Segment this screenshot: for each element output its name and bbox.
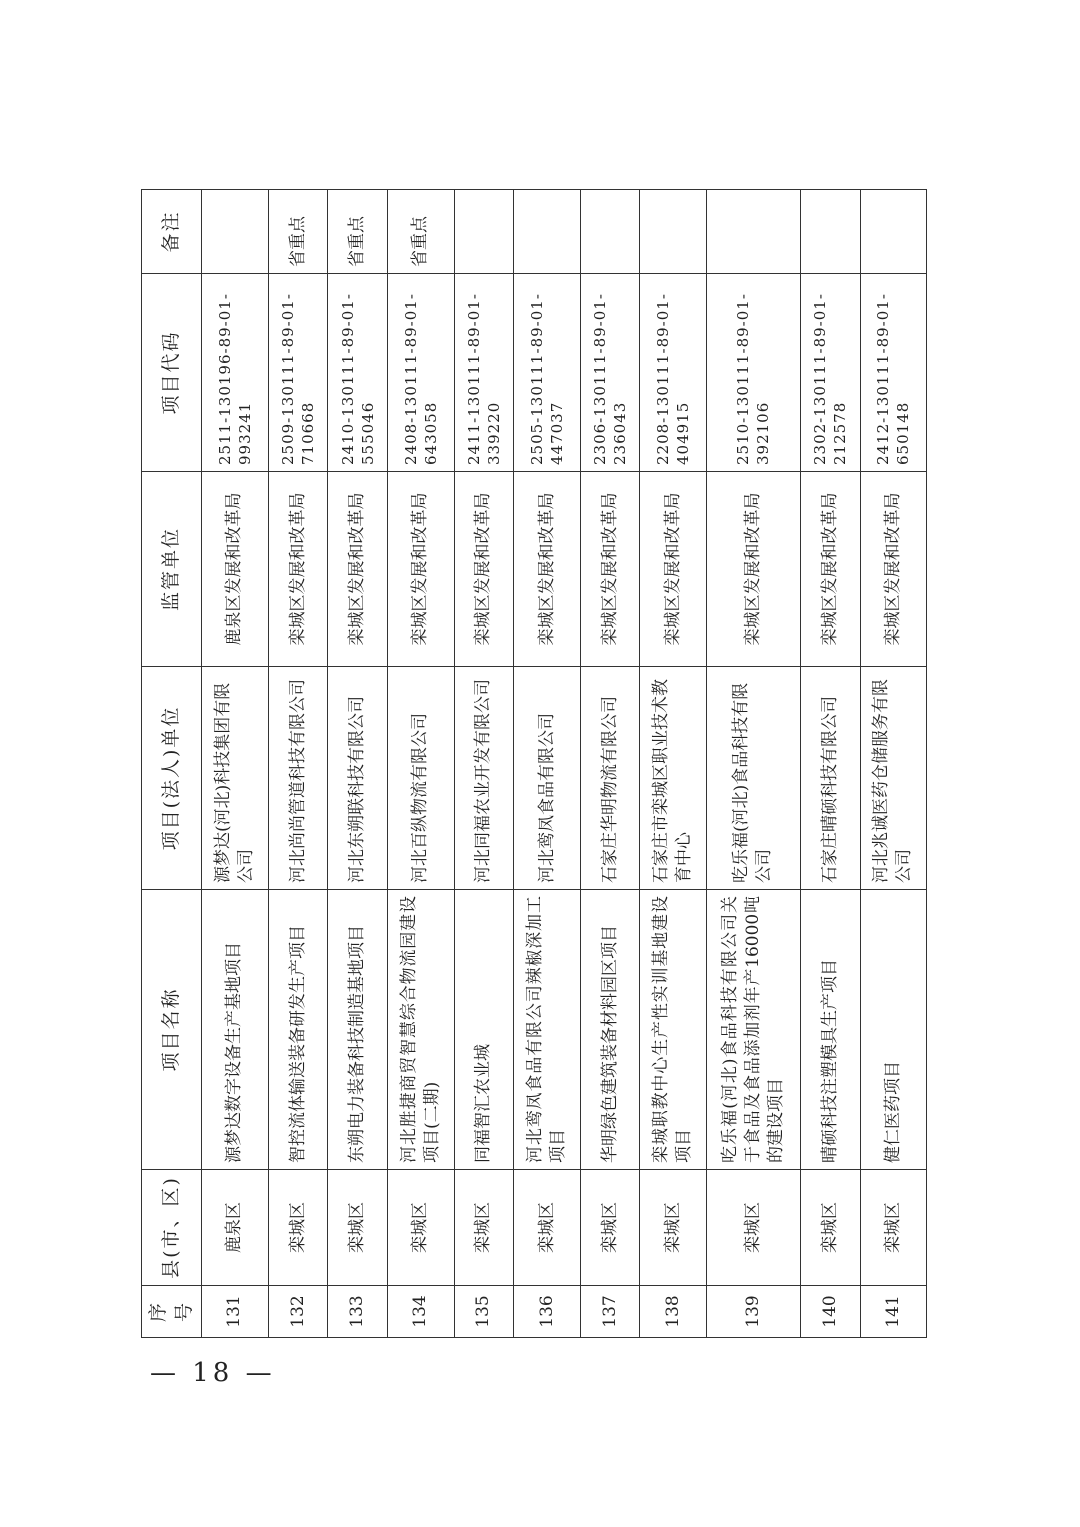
cell-project-name: 健仁医药项目 <box>860 890 926 1170</box>
cell-code: 2306-130111-89-01-236043 <box>580 274 640 472</box>
header-project-name: 项目名称 <box>142 890 202 1170</box>
cell-project-name: 吃乐福(河北)食品科技有限公司关于食品及食品添加剂年产16000吨的建设项目 <box>706 890 800 1170</box>
cell-seq: 136 <box>514 1286 580 1338</box>
cell-project-name: 晴硕科技注塑模具生产项目 <box>800 890 860 1170</box>
cell-project-name: 河北胜捷商贸智慧综合物流园建设项目(二期) <box>388 890 454 1170</box>
cell-regulator: 鹿泉区发展和改革局 <box>202 472 268 667</box>
table-row <box>388 190 454 1338</box>
project-table <box>141 189 927 1338</box>
cell-seq: 131 <box>202 1286 268 1338</box>
cell-county: 栾城区 <box>454 1170 514 1286</box>
cell-note <box>580 190 640 274</box>
table-row <box>860 190 926 1338</box>
cell-note: 省重点 <box>388 190 454 274</box>
cell-project-name: 东朔电力装备科技制造基地项目 <box>328 890 388 1170</box>
cell-regulator: 栾城区发展和改革局 <box>706 472 800 667</box>
cell-code: 2410-130111-89-01-555046 <box>328 274 388 472</box>
cell-project-name: 智控流体输送装备研发生产项目 <box>268 890 328 1170</box>
cell-entity: 石家庄市栾城区职业技术教育中心 <box>640 667 706 890</box>
cell-seq: 139 <box>706 1286 800 1338</box>
table-row <box>268 190 328 1338</box>
cell-project-name: 华明绿色建筑装备材料园区项目 <box>580 890 640 1170</box>
cell-code: 2509-130111-89-01-710668 <box>268 274 328 472</box>
cell-seq: 141 <box>860 1286 926 1338</box>
cell-seq: 133 <box>328 1286 388 1338</box>
cell-code: 2411-130111-89-01-339220 <box>454 274 514 472</box>
table-row <box>580 190 640 1338</box>
cell-entity: 河北尚尚管道科技有限公司 <box>268 667 328 890</box>
cell-seq: 134 <box>388 1286 454 1338</box>
cell-regulator: 栾城区发展和改革局 <box>514 472 580 667</box>
cell-county: 栾城区 <box>706 1170 800 1286</box>
cell-county: 鹿泉区 <box>202 1170 268 1286</box>
cell-code: 2302-130111-89-01-212578 <box>800 274 860 472</box>
cell-seq: 137 <box>580 1286 640 1338</box>
table-header-row <box>142 190 202 1338</box>
cell-entity: 石家庄华明物流有限公司 <box>580 667 640 890</box>
cell-entity: 河北东朔联科技有限公司 <box>328 667 388 890</box>
cell-note <box>454 190 514 274</box>
cell-entity: 河北兆诚医药仓储服务有限公司 <box>860 667 926 890</box>
cell-note: 省重点 <box>328 190 388 274</box>
table-row <box>640 190 706 1338</box>
cell-entity: 源梦达(河北)科技集团有限公司 <box>202 667 268 890</box>
header-seq: 序号 <box>142 1286 202 1338</box>
cell-code: 2412-130111-89-01-650148 <box>860 274 926 472</box>
cell-county: 栾城区 <box>860 1170 926 1286</box>
table-row <box>202 190 268 1338</box>
cell-regulator: 栾城区发展和改革局 <box>268 472 328 667</box>
cell-code: 2408-130111-89-01-643058 <box>388 274 454 472</box>
cell-entity: 河北百纵物流有限公司 <box>388 667 454 890</box>
cell-entity: 石家庄晴硕科技有限公司 <box>800 667 860 890</box>
cell-note <box>800 190 860 274</box>
cell-county: 栾城区 <box>800 1170 860 1286</box>
cell-entity: 河北同福农业开发有限公司 <box>454 667 514 890</box>
table-row <box>800 190 860 1338</box>
cell-seq: 140 <box>800 1286 860 1338</box>
cell-entity: 吃乐福(河北)食品科技有限公司 <box>706 667 800 890</box>
cell-project-name: 河北鸾凤食品有限公司辣椒深加工项目 <box>514 890 580 1170</box>
header-note: 备注 <box>142 190 202 274</box>
cell-county: 栾城区 <box>268 1170 328 1286</box>
header-entity: 项目(法人)单位 <box>142 667 202 890</box>
cell-regulator: 栾城区发展和改革局 <box>860 472 926 667</box>
cell-note <box>514 190 580 274</box>
table-row <box>328 190 388 1338</box>
header-county: 县(市、区) <box>142 1170 202 1286</box>
cell-code: 2511-130196-89-01-993241 <box>202 274 268 472</box>
cell-regulator: 栾城区发展和改革局 <box>640 472 706 667</box>
cell-regulator: 栾城区发展和改革局 <box>800 472 860 667</box>
cell-code: 2505-130111-89-01-447037 <box>514 274 580 472</box>
cell-county: 栾城区 <box>388 1170 454 1286</box>
header-code: 项目代码 <box>142 274 202 472</box>
cell-seq: 138 <box>640 1286 706 1338</box>
page-number: — 18 — <box>150 1358 276 1388</box>
cell-note <box>202 190 268 274</box>
cell-seq: 135 <box>454 1286 514 1338</box>
cell-seq: 132 <box>268 1286 328 1338</box>
cell-project-name: 栾城职教中心生产性实训基地建设项目 <box>640 890 706 1170</box>
cell-county: 栾城区 <box>640 1170 706 1286</box>
cell-regulator: 栾城区发展和改革局 <box>328 472 388 667</box>
project-table-rotated <box>141 190 927 1338</box>
header-regulator: 监管单位 <box>142 472 202 667</box>
cell-county: 栾城区 <box>580 1170 640 1286</box>
cell-regulator: 栾城区发展和改革局 <box>454 472 514 667</box>
cell-code: 2510-130111-89-01-392106 <box>706 274 800 472</box>
table-row <box>514 190 580 1338</box>
table-row <box>454 190 514 1338</box>
cell-regulator: 栾城区发展和改革局 <box>388 472 454 667</box>
cell-entity: 河北鸾凤食品有限公司 <box>514 667 580 890</box>
table-row <box>706 190 800 1338</box>
cell-code: 2208-130111-89-01-404915 <box>640 274 706 472</box>
cell-regulator: 栾城区发展和改革局 <box>580 472 640 667</box>
cell-county: 栾城区 <box>328 1170 388 1286</box>
cell-county: 栾城区 <box>514 1170 580 1286</box>
cell-project-name: 同福智汇农业城 <box>454 890 514 1170</box>
cell-note: 省重点 <box>268 190 328 274</box>
cell-note <box>640 190 706 274</box>
cell-note <box>860 190 926 274</box>
cell-project-name: 源梦达数字设备生产基地项目 <box>202 890 268 1170</box>
cell-note <box>706 190 800 274</box>
